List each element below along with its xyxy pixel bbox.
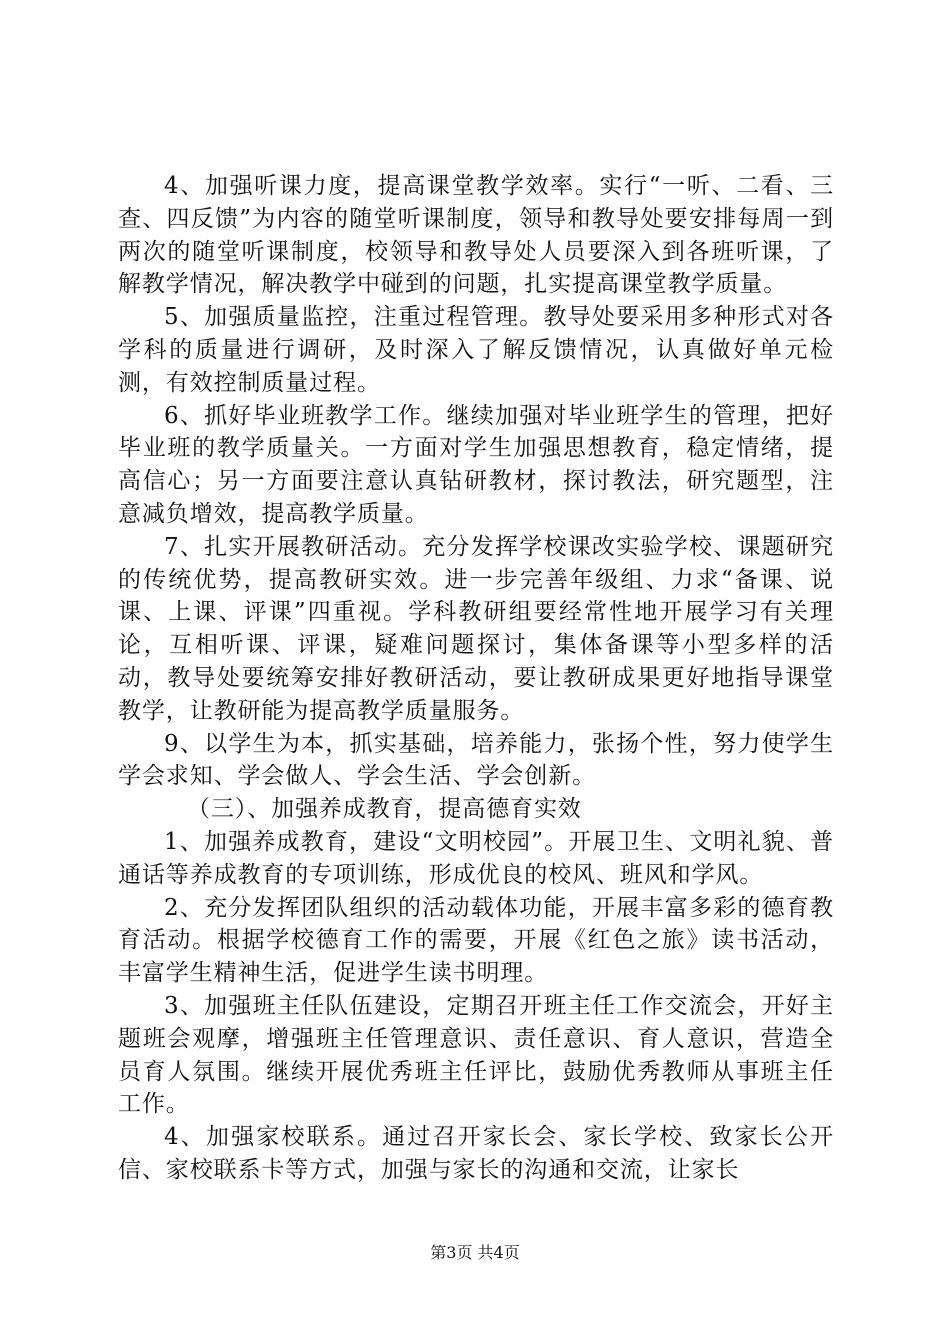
document-body — [118, 170, 834, 1187]
paragraph-student-centered: 9、以学生为本，抓实基础，培养能力，张扬个性，努力使学生学会求知、学会做人、学会生活、学会创新。 — [118, 730, 834, 790]
paragraph-graduating-class: 6、抓好毕业班教学工作。继续加强对毕业班学生的管理，把好毕业班的教学质量关。一方面对学生加强思想教育，稳定情绪，提高信心；另一方面要注意认真钻研教材，探讨教法，研究题型，注意减负增效，提高教学质量。 — [118, 402, 834, 527]
paragraph-listening-lessons: 4、加强听课力度，提高课堂教学效率。实行“一听、二看、三查、四反馈”为内容的随堂听课制度，领导和教导处要安排每周一到两次的随堂听课制度，校领导和教导处人员要深入到各班听课，了解教学情况，解决教学中碰到的问题，扎实提高课堂教学质量。 — [118, 173, 834, 298]
paragraph-habit-education: 1、加强养成教育，建设“文明校园”。开展卫生、文明礼貌、普通话等养成教育的专项训练，形成优良的校风、班风和学风。 — [118, 828, 834, 888]
section-heading-moral-education: （三）、加强养成教育，提高德育实效 — [187, 796, 582, 823]
paragraph-quality-monitoring: 5、加强质量监控，注重过程管理。教导处要采用多种形式对各学科的质量进行调研，及时深入了解反馈情况，认真做好单元检测，有效控制质量过程。 — [118, 304, 834, 396]
paragraph-home-school-contact: 4、加强家校联系。通过召开家长会、家长学校、致家长公开信、家校联系卡等方式，加强与家长的沟通和交流，让家长 — [118, 1124, 834, 1183]
paragraph-class-teachers: 3、加强班主任队伍建设，定期召开班主任工作交流会，开好主题班会观摩，增强班主任管理意识、责任意识、育人意识，营造全员育人氛围。继续开展优秀班主任评比，鼓励优秀教师从事班主任工作。 — [118, 992, 834, 1118]
paragraph-team-activities: 2、充分发挥团队组织的活动载体功能，开展丰富多彩的德育教育活动。根据学校德育工作的需要，开展《红色之旅》读书活动，丰富学生精神生活，促进学生读书明理。 — [118, 894, 834, 987]
paragraph-teaching-research: 7、扎实开展教研活动。充分发挥学校课改实验学校、课题研究的传统优势，提高教研实效。进一步完善年级组、力求“备课、说课、上课、评课”四重视。学科教研组要经常性地开展学习有关理论，互相听课、评课，疑难问题探讨，集体备课等小型多样的活动，教导处要统筹安排好教研活动，要让教研成果更好地指导课堂教学，让教研能为提高教学质量服务。 — [118, 533, 834, 724]
page-number-footer: 第3页 共4页 — [430, 1243, 520, 1262]
